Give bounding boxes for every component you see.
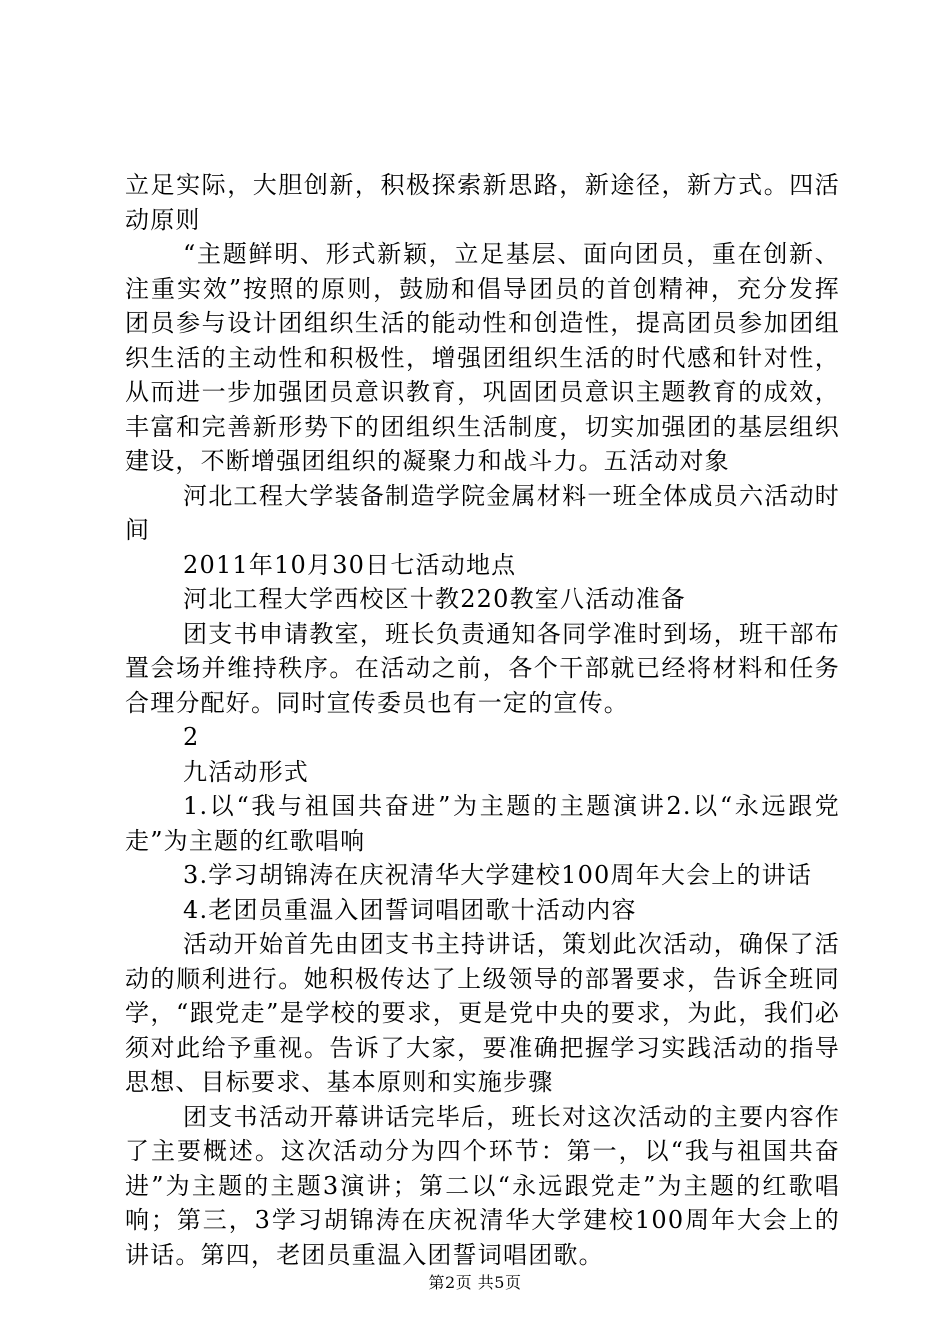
paragraph: 河北工程大学装备制造学院金属材料一班全体成员六活动时间 [125, 481, 840, 544]
paragraph: 活动开始首先由团支书主持讲话，策划此次活动，确保了活动的顺利进行。她积极传达了上级领导的部署要求，告诉全班同学，“跟党走”是学校的要求，更是党中央的要求，为此，我们必须对此给予重视。告诉了大家，要准确把握学习实践活动的指导思想、目标要求、基本原则和实施步骤 [125, 930, 840, 1096]
paragraph: 九活动形式 [183, 757, 309, 786]
paragraph: 2 [183, 723, 200, 751]
page-footer: 第2页 共5页 [428, 1273, 522, 1292]
paragraph: “主题鲜明、形式新颖，立足基层、面向团员，重在创新、注重实效”按照的原则，鼓励和倡导团员的首创精神，充分发挥团员参与设计团组织生活的能动性和创造性，提高团员参加团组织生活的主动性和积极性，增强团组织生活的时代感和针对性，从而进一步加强团员意识教育，巩固团员意识主题教育的成效，丰富和完善新形势下的团组织生活制度，切实加强团的基层组织建设，不断增强团组织的凝聚力和战斗力。五活动对象 [125, 240, 840, 475]
paragraph: 3.学习胡锦涛在庆祝清华大学建校100周年大会上的讲话 [183, 861, 813, 889]
paragraph: 团支书申请教室，班长负责通知各同学准时到场，班干部布置会场并维持秩序。在活动之前，各个干部就已经将材料和任务合理分配好。同时宣传委员也有一定的宣传。 [125, 619, 840, 717]
document-body [125, 168, 840, 1272]
paragraph: 河北工程大学西校区十教220教室八活动准备 [183, 585, 687, 613]
paragraph: 2011年10月30日七活动地点 [183, 550, 517, 579]
paragraph: 4.老团员重温入团誓词唱团歌十活动内容 [183, 895, 637, 924]
paragraph: 立足实际，大胆创新，积极探索新思路，新途径，新方式。四活动原则 [125, 171, 840, 234]
paragraph: 1.以“我与祖国共奋进”为主题的主题演讲2.以“永远跟党走”为主题的红歌唱响 [125, 792, 840, 855]
paragraph: 团支书活动开幕讲话完毕后，班长对这次活动的主要内容作了主要概述。这次活动分为四个环节：第一，以“我与祖国共奋进”为主题的主题3演讲；第二以“永远跟党走”为主题的红歌唱响；第三，3学习胡锦涛在庆祝清华大学建校100周年大会上的讲话。第四，老团员重温入团誓词唱团歌。 [125, 1102, 840, 1269]
